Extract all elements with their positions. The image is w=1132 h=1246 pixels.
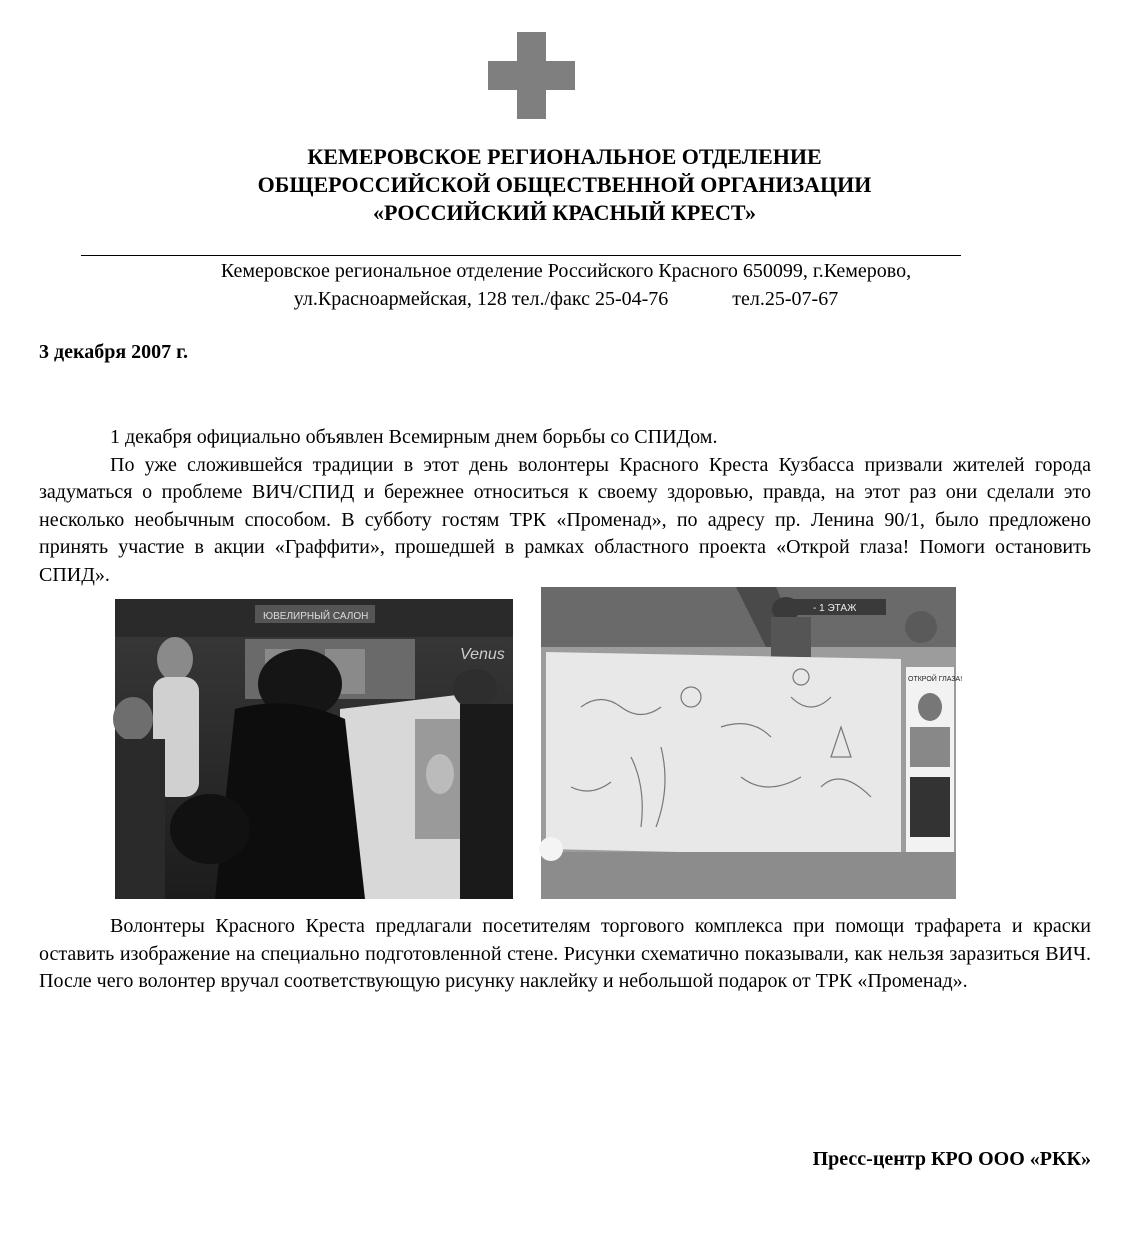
- org-title-line-3: «РОССИЙСКИЙ КРАСНЫЙ КРЕСТ»: [373, 200, 756, 225]
- photo-graffiti-wall: [541, 587, 963, 899]
- photo2-poster-text: ОТКРОЙ ГЛАЗА!: [908, 676, 963, 683]
- photo1-sign-text: ЮВЕЛИРНЫЙ САЛОН: [263, 611, 369, 622]
- org-title-line-1: КЕМЕРОВСКОЕ РЕГИОНАЛЬНОЕ ОТДЕЛЕНИЕ: [307, 144, 822, 169]
- paragraph-1: 1 декабря официально объявлен Всемирным днем борьбы со СПИДом.: [110, 426, 718, 448]
- red-cross-logo-icon: [488, 32, 575, 119]
- photo-volunteers-painting: [115, 599, 513, 899]
- paragraph-2: По уже сложившейся традиции в этот день волонтеры Красного Креста Кузбасса призвали жителей города задуматься о проблеме ВИЧ/СПИД и бережнее относиться к своему здоровью, правда, на этот раз они сделали это несколько необычным способом. В субботу гостям ТРК «Променад», по адресу пр. Ленина 90/1, было предложено принять участие в акции «Граффити», прошедшей в рамках областного проекта «Открой глаза! Помоги остановить СПИД».: [39, 453, 1091, 586]
- signature: Пресс-центр КРО ООО «РКК»: [812, 1148, 1091, 1170]
- paragraph-3: Волонтеры Красного Креста предлагали посетителям торгового комплекса при помощи трафарета и краски оставить изображение на специально подготовленной стене. Рисунки схематично показывали, как нельзя заразиться ВИЧ. После чего волонтер вручал соответствующую рисунку наклейку и небольшой подарок от ТРК «Променад».: [39, 915, 1091, 992]
- organization-title: [0, 143, 1132, 227]
- address-phone: тел.25-07-67: [732, 288, 839, 310]
- address-block: [0, 257, 1132, 313]
- org-title-line-2: ОБЩЕРОССИЙСКОЙ ОБЩЕСТВЕННОЙ ОРГАНИЗАЦИИ: [257, 172, 872, 197]
- address-line-1: Кемеровское региональное отделение Российского Красного 650099, г.Кемерово,: [220, 260, 912, 282]
- header-divider: [81, 255, 961, 256]
- document-date: 3 декабря 2007 г.: [39, 341, 188, 363]
- closing-text: [39, 913, 1091, 996]
- address-line-2: [0, 285, 1132, 313]
- photo2-sign-text: - 1 ЭТАЖ: [813, 603, 857, 614]
- photo1-brand-text: Venus: [460, 646, 505, 663]
- intro-text: [39, 424, 1091, 589]
- address-phone-fax: ул.Красноармейская, 128 тел./факс 25-04-76: [293, 288, 669, 310]
